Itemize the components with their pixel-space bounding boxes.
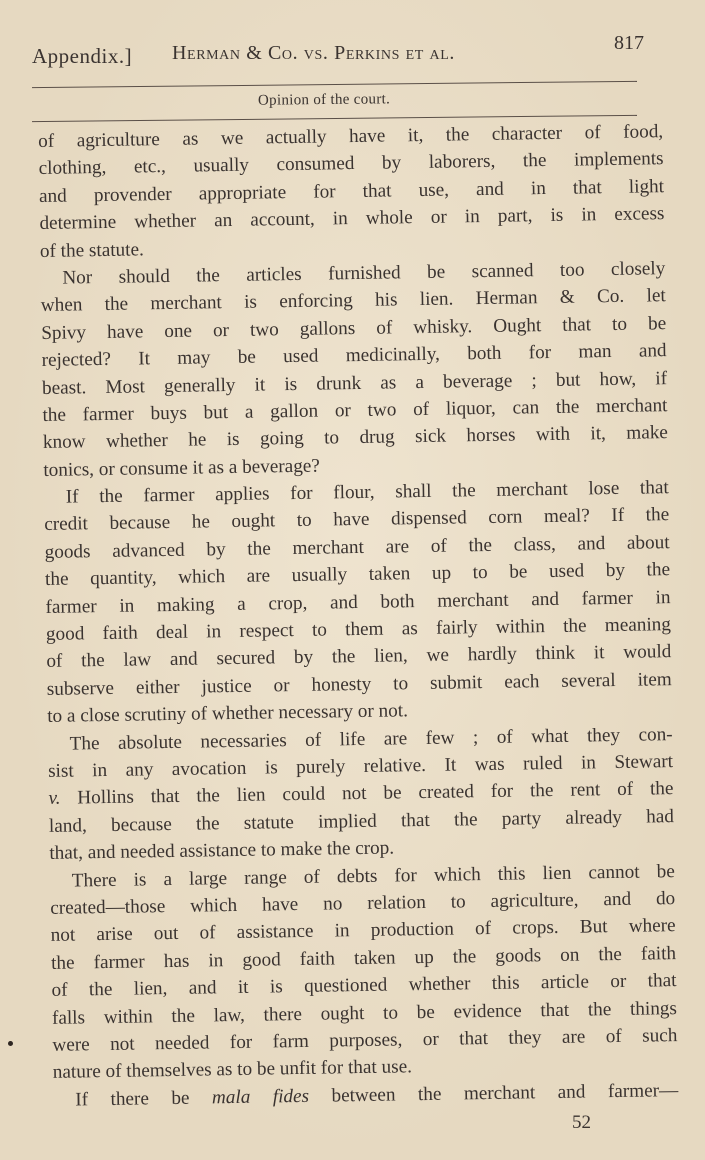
text-line: falls within the law, there ought to be evidence that the things xyxy=(51,997,678,1029)
running-head-section: Appendix.] xyxy=(32,44,133,68)
text-line: good faith deal in respect to them as fairly within the meaning xyxy=(45,614,672,645)
text-line: and provender appropriate for that use, and in that light xyxy=(38,175,665,207)
text-line: land, because the statute implied that the party already had xyxy=(48,805,675,837)
text-line: If the farmer applies for flour, shall the merchant lose that xyxy=(65,477,669,508)
text-line: v. Hollins that the lien could not be created for the rent of the xyxy=(48,778,674,810)
text-line: when the merchant is enforcing his lien. Herman & Co. let xyxy=(40,285,666,317)
text-line: the quantity, which are usually taken up to be used by the xyxy=(44,559,671,591)
text-line: of the statute. xyxy=(39,238,144,262)
text-line: clothing, etc., usually consumed by laborers, the implements xyxy=(38,148,664,180)
running-head-title: Herman & Co. vs. Perkins et al. xyxy=(172,42,455,64)
text-line: farmer in making a crop, and both merchant and farmer in xyxy=(45,586,671,618)
margin-mark xyxy=(8,1041,13,1046)
text-line: of the law and secured by the lien, we hardly think it would xyxy=(46,641,672,673)
text-line: the farmer buys but a gallon or two of liquor, can the merchant xyxy=(42,395,668,426)
text-line: were not needed for farm purposes, or that they are of such xyxy=(52,1024,678,1056)
text-line: of the lien, and it is questioned whether this article or that xyxy=(51,970,677,1002)
body-text xyxy=(38,118,678,1114)
text-line: sist in any avocation is purely relative. It was ruled in Stewart xyxy=(47,751,674,782)
text-line: of agriculture as we actually have it, the character of food, xyxy=(38,121,664,152)
text-line: Nor should the articles furnished be scanned too closely xyxy=(62,258,666,289)
section-label: Opinion of the court. xyxy=(257,91,391,109)
page-number: 817 xyxy=(614,32,644,54)
text-line: beast. Most generally it is drunk as a beverage ; but how, if xyxy=(41,367,668,399)
running-head xyxy=(32,30,644,70)
text-line: tonics, or consume it as a beverage? xyxy=(43,455,321,481)
text-line: nature of themselves as to be unfit for that use. xyxy=(52,1056,413,1084)
text-line: not arise out of assistance in production of crops. But where xyxy=(50,915,676,947)
text-line: Spivy have one or two gallons of whisky. Ought that to be xyxy=(41,312,667,344)
text-line: subserve either justice or honesty to submit each several item xyxy=(46,668,672,700)
text-line: know whether he is going to drug sick horses with it, make xyxy=(42,422,669,454)
text-line: rejected? It may be used medicinally, both for man and xyxy=(41,340,667,372)
text-line: the farmer has in good faith taken up the goods on the faith xyxy=(50,942,677,974)
text-line: that, and needed assistance to make the crop. xyxy=(49,837,395,865)
text-line: credit because he ought to have dispensed corn meal? If the xyxy=(44,504,670,536)
text-line: There is a large range of debts for which this lien cannot be xyxy=(71,860,675,892)
signature-mark: 52 xyxy=(572,1112,591,1133)
text-line: created—those which have no relation to agriculture, and do xyxy=(50,888,676,919)
text-line: goods advanced by the merchant are of the class, and about xyxy=(44,531,670,563)
text-line: If there be mala fides between the merchant and farmer— xyxy=(75,1079,679,1111)
text-line: The absolute necessaries of life are few ; of what they con- xyxy=(69,723,673,755)
header-rule-top xyxy=(32,81,637,88)
text-line: determine whether an account, in whole or in part, is in excess xyxy=(39,203,665,235)
text-line: to a close scrutiny of whether necessary or not. xyxy=(47,700,409,728)
